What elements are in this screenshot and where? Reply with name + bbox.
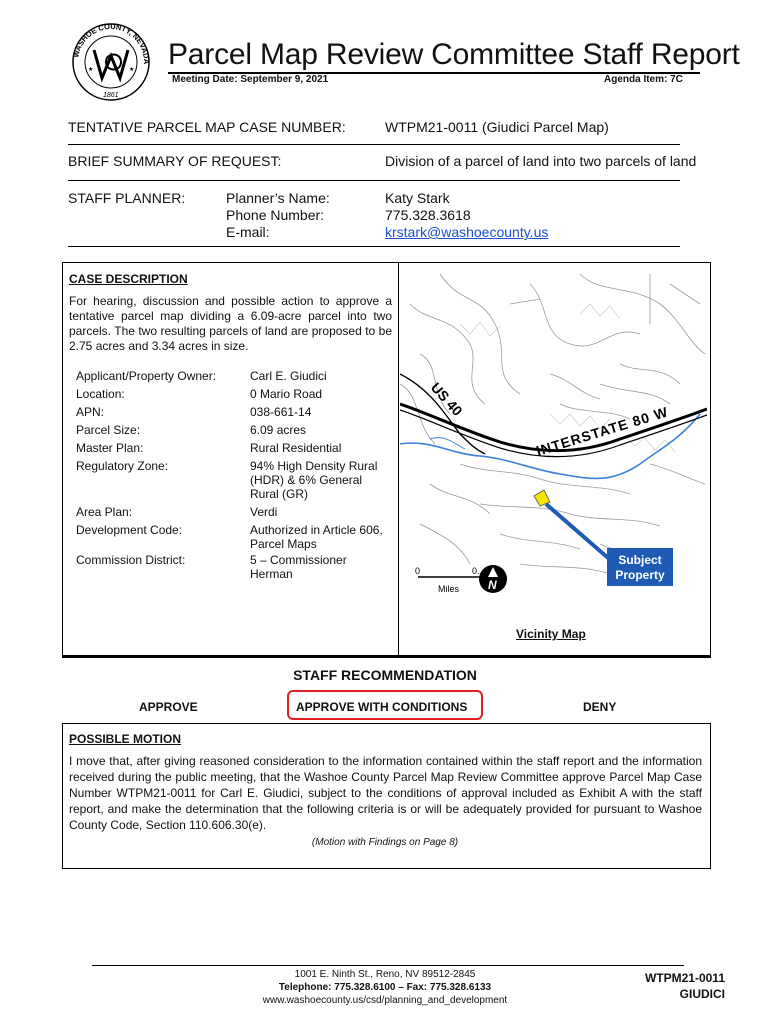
case-description-heading: CASE DESCRIPTION bbox=[69, 272, 188, 286]
location-label: Location: bbox=[76, 387, 125, 401]
possible-motion-heading: POSSIBLE MOTION bbox=[69, 732, 182, 746]
scale-zero: 0 bbox=[415, 566, 421, 576]
regulatory-zone-value: 94% High Density Rural (HDR) & 6% General Rural (GR) bbox=[250, 459, 378, 501]
box-divider bbox=[398, 262, 399, 656]
footer-phone: Telephone: 775.328.6100 – Fax: 775.328.6133 bbox=[278, 982, 492, 993]
scale-one: 0. bbox=[472, 566, 480, 576]
development-code-label: Development Code: bbox=[76, 523, 183, 537]
staff-planner-label: STAFF PLANNER: bbox=[68, 190, 186, 206]
svg-text:N: N bbox=[488, 578, 497, 592]
case-labels bbox=[76, 369, 246, 571]
brief-summary-label: BRIEF SUMMARY OF REQUEST: bbox=[68, 153, 282, 169]
case-description-text: For hearing, discussion and possible action to approve a tentative parcel map dividing a 6.09-acre parcel into two parcels. The two resulting parcels of land are proposed to be 2.75 acres and 3.34 acres in size. bbox=[69, 294, 392, 353]
seal-year: 1861 bbox=[103, 92, 119, 99]
master-plan-value: Rural Residential bbox=[250, 441, 342, 455]
planner-email-label: E-mail: bbox=[226, 224, 270, 240]
parcel-size-value: 6.09 acres bbox=[250, 423, 307, 437]
case-values bbox=[250, 369, 390, 581]
deny-option: DENY bbox=[583, 700, 617, 714]
regulatory-zone-label: Regulatory Zone: bbox=[76, 459, 169, 473]
area-plan-value: Verdi bbox=[250, 505, 278, 519]
subject-label-1: Subject bbox=[618, 553, 662, 567]
owner-value: Carl E. Giudici bbox=[250, 369, 327, 383]
case-number-label: TENTATIVE PARCEL MAP CASE NUMBER: bbox=[68, 119, 346, 135]
possible-motion-text: I move that, after giving reasoned consideration to the information contained within the staff report and the information received during the public meeting, that the Washoe County Parcel Map Review Committee approve Parcel Map Case Number WTPM21-0011 for Carl E. Giudici, subject to the conditions of approval included as Exhibit A with the staff report, and make the determination that the following criteria is or will be adequately provided for pursuant to Washoe County Code, Section 110.606.30(e). bbox=[69, 754, 702, 832]
vicinity-map bbox=[400, 264, 707, 614]
footer-website: www.washoecounty.us/csd/planning_and_development bbox=[262, 995, 508, 1006]
case-number-value: WTPM21-0011 (Giudici Parcel Map) bbox=[385, 119, 609, 135]
box-bottom-rule bbox=[62, 655, 710, 657]
divider bbox=[68, 180, 680, 181]
agenda-item: Agenda Item: 7C bbox=[604, 74, 683, 85]
parcel-size-label: Parcel Size: bbox=[76, 423, 141, 437]
commission-district-label: Commission District: bbox=[76, 553, 186, 567]
owner-label: Applicant/Property Owner: bbox=[76, 369, 217, 383]
commission-district-value: 5 – Commissioner Herman bbox=[250, 553, 347, 581]
footer-case-number: WTPM21-0011 bbox=[644, 971, 725, 985]
scale-unit: Miles bbox=[438, 584, 460, 594]
planner-field-values bbox=[385, 190, 548, 241]
subject-label-2: Property bbox=[615, 568, 665, 582]
location-value: 0 Mario Road bbox=[250, 387, 323, 401]
footer-rule bbox=[92, 965, 684, 966]
us40-label: US 40 bbox=[427, 379, 466, 419]
apn-label: APN: bbox=[76, 405, 105, 419]
seal-text: WASHOE COUNTY, NEVADA bbox=[71, 22, 152, 65]
interstate-label: INTERSTATE 80 W bbox=[534, 403, 671, 459]
staff-recommendation-heading: STAFF RECOMMENDATION bbox=[293, 667, 477, 683]
apn-value: 038-661-14 bbox=[250, 405, 312, 419]
approve-with-conditions-option: APPROVE WITH CONDITIONS bbox=[296, 700, 468, 714]
development-code-value: Authorized in Article 606, Parcel Maps bbox=[250, 523, 383, 551]
approve-option: APPROVE bbox=[139, 700, 198, 714]
svg-text:★: ★ bbox=[88, 67, 94, 73]
planner-name-label: Planner’s Name: bbox=[226, 190, 330, 206]
divider bbox=[68, 246, 680, 247]
planner-email-link[interactable]: krstark@washoecounty.us bbox=[385, 224, 549, 240]
footer-case-id bbox=[600, 970, 725, 1002]
footer-contact bbox=[230, 968, 540, 1007]
area-plan-label: Area Plan: bbox=[76, 505, 133, 519]
master-plan-label: Master Plan: bbox=[76, 441, 144, 455]
planner-phone: 775.328.3618 bbox=[385, 207, 471, 223]
county-seal bbox=[66, 22, 156, 102]
footer-case-name: GIUDICI bbox=[679, 987, 725, 1001]
footer-address: 1001 E. Ninth St., Reno, NV 89512-2845 bbox=[294, 969, 476, 980]
divider bbox=[68, 144, 680, 145]
svg-text:★: ★ bbox=[129, 67, 135, 73]
page-title: Parcel Map Review Committee Staff Report bbox=[168, 38, 740, 71]
planner-phone-label: Phone Number: bbox=[226, 207, 325, 223]
motion-note: (Motion with Findings on Page 8) bbox=[311, 837, 459, 848]
brief-summary-value: Division of a parcel of land into two parcels of land bbox=[385, 153, 697, 169]
map-caption: Vicinity Map bbox=[516, 627, 586, 641]
planner-name: Katy Stark bbox=[385, 190, 450, 206]
meeting-date: Meeting Date: September 9, 2021 bbox=[172, 74, 329, 85]
planner-field-labels bbox=[226, 190, 330, 241]
